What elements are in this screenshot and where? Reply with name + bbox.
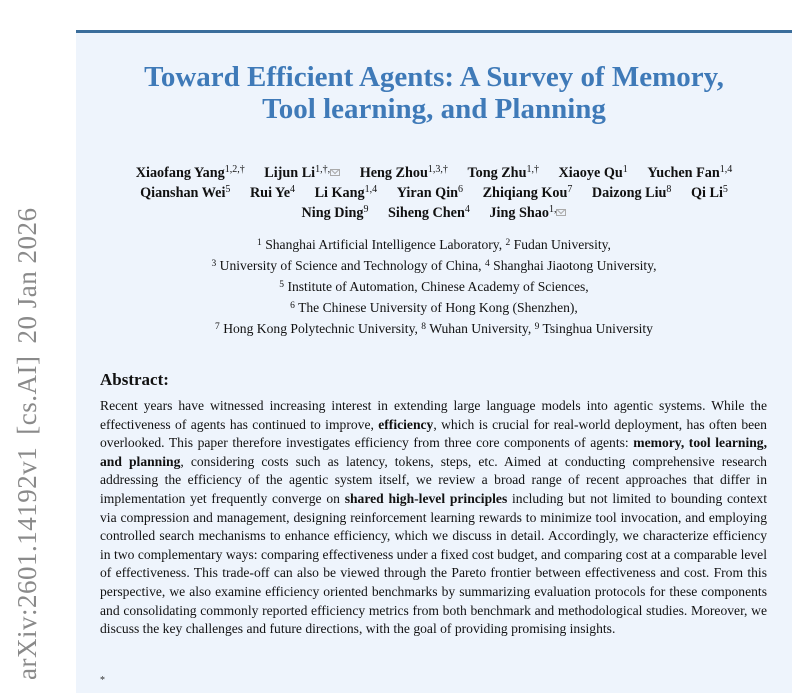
author [489,203,566,223]
author-name: Yiran Qin [396,185,459,201]
abstract-bold-term: shared high-level principles [344,490,508,506]
author-affiliation-marks: 1,†, [315,164,331,175]
affiliation-number: 3 [211,259,217,269]
author [315,183,378,203]
paper-title [76,61,792,125]
title-line-1: Toward Efficient Agents: A Survey of Memory, [144,61,724,93]
author [647,163,732,183]
author-name: Siheng Chen [387,205,465,221]
author-name: Ning Ding [301,205,364,221]
author-name: Lijun Li [264,165,316,181]
author [467,163,539,183]
author-affiliation-marks: 6 [458,184,464,195]
affiliation-line [96,318,772,339]
author-affiliation-marks: 9 [363,204,369,215]
author-affiliation-marks: 8 [666,184,672,195]
author-affiliation-marks: 5 [722,184,728,195]
affiliation-name: Institute of Automation, Chinese Academy of Sciences, [287,279,589,294]
author-name: Rui Ye [249,185,291,201]
abstract-body [100,397,767,639]
author-affiliation-marks: 1,3,† [427,164,448,175]
affiliation-name: University of Science and Technology of China, [219,258,482,273]
author-name: Qi Li [690,185,723,201]
author-affiliation-marks: 1,† [526,164,539,175]
email-icon [556,209,566,216]
author [140,183,230,203]
arxiv-date: 20 Jan 2026 [12,207,42,344]
affiliation-number: 4 [484,259,490,269]
affiliation-name: Shanghai Artificial Intelligence Laboratory, [265,237,503,252]
affiliation-number: 5 [279,280,285,290]
affiliation-name: Tsinghua University [542,321,653,336]
affiliation-number: 1 [257,238,262,248]
author-list [96,163,772,223]
affiliation-line [96,255,772,276]
author-affiliation-marks: 4 [464,204,470,215]
paper-header-panel [76,30,792,693]
abstract-text: Recent years have witnessed increasing interest in extending large language models into agentic systems. While the effectiveness of agents has continued to improve, [100,398,767,432]
affiliation-name: Shanghai Jiaotong University, [493,258,657,273]
author [483,183,573,203]
author-name: Tong Zhu [467,165,527,181]
affiliation-number: 8 [421,322,427,332]
author-affiliation-marks: 1,4 [364,184,378,195]
author-affiliation-marks: 5 [225,184,231,195]
author-affiliation-marks: 7 [567,184,573,195]
author [691,183,728,203]
abstract-text: including but not limited to bounding context via compression and management, designing reinforcement learning rewards to minimize tool invocation, and employing controlled search mechanisms to enhance efficiency, which we discuss in detail. Accordingly, we characterize efficiency in two complementary ways: comparing effectiveness under a fixed cost budget, and comparing cost at a comparable level of effectiveness. This trade-off can also be viewed through the Pareto frontier between effectiveness and cost. From this perspective, we also examine efficiency oriented benchmarks by summarizing evaluation protocols for these components and consolidating commonly reported efficiency metrics from both benchmark and methodological studies. Moreover, we discuss the key challenges and future directions, with the goal of providing promising insights. [100,490,768,637]
affiliation-name: The Chinese University of Hong Kong (Shenzhen), [298,300,578,315]
author [302,203,369,223]
affiliation-number: 9 [534,322,540,332]
author-affiliation-marks: 1,2,† [224,164,245,175]
author [360,163,448,183]
author-name: Qianshan Wei [140,185,226,201]
author [264,163,340,183]
author [559,163,628,183]
author [136,163,245,183]
footnote-marker: * [100,675,105,686]
author [397,183,463,203]
abstract-bold-term: memory, tool learning, and planning [100,435,767,469]
author-name: Daizong Liu [591,185,667,201]
affiliation-number: 2 [505,238,511,248]
author-name: Li Kang [314,185,365,201]
arxiv-id: arXiv:2601.14192v1 [12,446,42,680]
author-name: Jing Shao [489,205,549,221]
arxiv-category: [cs.AI] [12,355,42,435]
title-line-2: Tool learning, and Planning [262,93,606,125]
affiliation-name: Hong Kong Polytechnic University, [223,321,418,336]
author-affiliation-marks: 1 [622,164,628,175]
affiliation-line [96,234,772,255]
affiliation-list [96,234,772,339]
author [592,183,672,203]
author-affiliation-marks: 4 [290,184,296,195]
arxiv-identifier-stamp [12,208,43,680]
abstract-bold-term: efficiency [378,416,434,432]
affiliation-name: Fudan University, [513,237,611,252]
author-affiliation-marks: 1,4 [719,164,733,175]
affiliation-name: Wuhan University, [429,321,532,336]
author [250,183,295,203]
email-icon [330,169,340,176]
abstract-text: , which is crucial for real-world deployment, has often been overlooked. This paper therefore investigates efficiency from three core components of agents: [100,416,767,451]
affiliation-number: 7 [215,322,220,332]
affiliation-line [96,297,772,318]
affiliation-line [96,276,772,297]
author-name: Heng Zhou [359,165,428,181]
affiliation-number: 6 [290,301,295,311]
author-name: Xiaofang Yang [135,165,225,181]
abstract-heading: Abstract: [100,370,169,389]
abstract-text: , considering costs such as latency, tokens, steps, etc. Aimed at conducting comprehensive research addressing the efficiency of the agentic system itself, we review a broad range of recent approaches that differ in implementation yet frequently converge on [100,453,767,506]
author [388,203,470,223]
author-name: Xiaoye Qu [558,165,623,181]
author-name: Zhiqiang Kou [482,185,568,201]
author-affiliation-marks: 1, [548,204,557,215]
author-name: Yuchen Fan [647,165,720,181]
